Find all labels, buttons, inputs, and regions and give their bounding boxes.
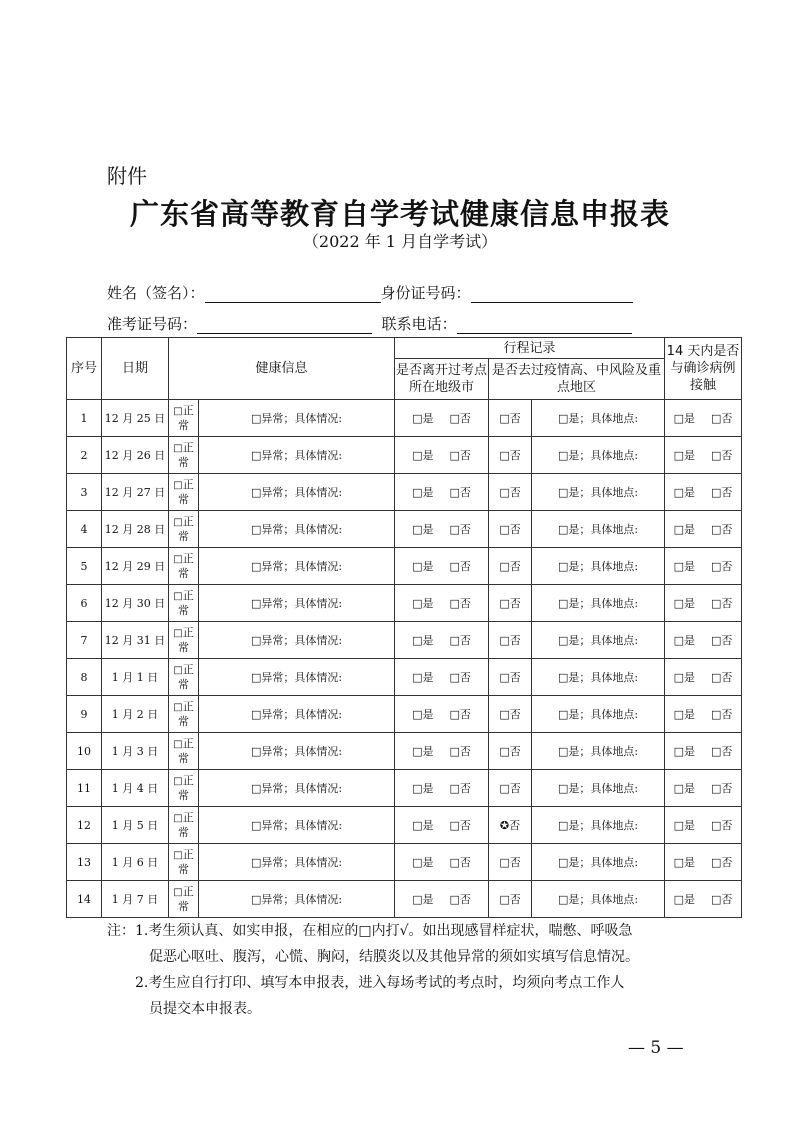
normal-label: 正常 [178, 588, 194, 617]
risk-no-option[interactable]: □否 [489, 585, 532, 622]
normal-label: 正常 [178, 884, 194, 913]
no-option[interactable]: □否 [449, 671, 471, 684]
header-contact: 14 天内是否与确诊病例接触 [665, 338, 742, 400]
normal-option[interactable] [169, 622, 199, 659]
row-date: 1 月 4 日 [102, 770, 169, 807]
row-date: 12 月 29 日 [102, 548, 169, 585]
table-row [67, 733, 742, 770]
header-date: 日期 [102, 338, 169, 400]
yes-option[interactable]: □是 [412, 745, 434, 758]
risk-no-option[interactable]: □否 [489, 770, 532, 807]
abnormal-option[interactable]: □异常；具体情况: [199, 400, 395, 437]
normal-label: 正常 [178, 736, 194, 765]
no-option[interactable]: □否 [449, 782, 471, 795]
normal-option[interactable] [169, 696, 199, 733]
row-date: 1 月 6 日 [102, 844, 169, 881]
ticket-phone-line [107, 313, 632, 334]
yes-option[interactable]: □是 [673, 893, 696, 906]
no-option[interactable]: □否 [449, 449, 471, 462]
left-city-options [395, 807, 489, 844]
yes-option[interactable]: □是 [673, 634, 696, 647]
normal-option[interactable] [169, 844, 199, 881]
row-seq: 1 [67, 400, 102, 437]
risk-no-option[interactable]: □否 [489, 511, 532, 548]
no-option[interactable]: □否 [449, 412, 471, 425]
no-option[interactable]: □否 [449, 745, 471, 758]
no-option[interactable]: □否 [449, 634, 471, 647]
no-option[interactable]: □否 [711, 671, 733, 684]
normal-label: 正常 [178, 699, 194, 728]
row-date: 12 月 28 日 [102, 511, 169, 548]
risk-location-option[interactable]: □是；具体地点: [532, 400, 665, 437]
contact-options [665, 696, 742, 733]
left-city-options [395, 622, 489, 659]
contact-options [665, 400, 742, 437]
checkbox[interactable]: □ [173, 516, 183, 528]
normal-label: 正常 [178, 662, 194, 691]
name-id-line [107, 282, 633, 303]
row-date: 1 月 1 日 [102, 659, 169, 696]
yes-option[interactable]: □是 [412, 560, 434, 573]
risk-location-option[interactable]: □是；具体地点: [532, 807, 665, 844]
yes-option[interactable]: □是 [412, 782, 434, 795]
normal-label: 正常 [178, 773, 194, 802]
left-city-options [395, 437, 489, 474]
normal-label: 正常 [178, 810, 194, 839]
row-date: 1 月 5 日 [102, 807, 169, 844]
risk-location-option[interactable]: □是；具体地点: [532, 770, 665, 807]
checkbox[interactable]: □ [173, 775, 183, 787]
abnormal-option[interactable]: □异常；具体情况: [199, 733, 395, 770]
yes-option[interactable]: □是 [673, 708, 696, 721]
risk-no-option[interactable]: □否 [489, 733, 532, 770]
note-line: 2.考生应自行打印、填写本申报表，进入每场考试的考点时，均须向考点工作人 [135, 975, 625, 991]
left-city-options [395, 659, 489, 696]
normal-option[interactable] [169, 881, 199, 918]
checkbox[interactable]: □ [173, 405, 183, 417]
note-line: 促恶心呕吐、腹泻，心慌、胸闷，结膜炎以及其他异常的须如实填写信息情况。 [149, 949, 639, 965]
yes-option[interactable]: □是 [412, 486, 434, 499]
risk-location-option[interactable]: □是；具体地点: [532, 474, 665, 511]
normal-option[interactable] [169, 400, 199, 437]
row-date: 12 月 26 日 [102, 437, 169, 474]
abnormal-option[interactable]: □异常；具体情况: [199, 548, 395, 585]
abnormal-option[interactable]: □异常；具体情况: [199, 622, 395, 659]
yes-option[interactable]: □是 [673, 671, 696, 684]
note-line: 员提交本申报表。 [149, 1001, 261, 1017]
yes-option[interactable]: □是 [673, 523, 696, 536]
row-seq: 10 [67, 733, 102, 770]
row-date: 1 月 7 日 [102, 881, 169, 918]
checkbox[interactable]: □ [173, 590, 183, 602]
checkbox[interactable]: □ [173, 553, 183, 565]
checkbox[interactable]: □ [173, 442, 183, 454]
risk-no-option[interactable]: □否 [489, 474, 532, 511]
header-travel: 行程记录 [395, 338, 665, 359]
no-option[interactable]: □否 [711, 560, 733, 573]
row-date: 12 月 25 日 [102, 400, 169, 437]
contact-options [665, 881, 742, 918]
no-option[interactable]: □否 [449, 893, 471, 906]
risk-no-option[interactable]: □否 [489, 622, 532, 659]
abnormal-option[interactable]: □异常；具体情况: [199, 659, 395, 696]
row-date: 1 月 2 日 [102, 696, 169, 733]
risk-location-option[interactable]: □是；具体地点: [532, 548, 665, 585]
contact-options [665, 622, 742, 659]
risk-no-option[interactable]: □否 [489, 437, 532, 474]
ticket-label: 准考证号码： [107, 315, 198, 333]
normal-option[interactable] [169, 511, 199, 548]
table-row [67, 807, 742, 844]
risk-no-option[interactable]: □否 [489, 400, 532, 437]
risk-location-option[interactable]: □是；具体地点: [532, 733, 665, 770]
no-option[interactable]: □否 [711, 523, 733, 536]
left-city-options [395, 733, 489, 770]
left-city-options [395, 548, 489, 585]
yes-option[interactable]: □是 [673, 486, 696, 499]
left-city-options [395, 400, 489, 437]
abnormal-option[interactable]: □异常；具体情况: [199, 474, 395, 511]
no-option[interactable]: □否 [711, 412, 733, 425]
checkbox[interactable]: □ [173, 479, 183, 491]
risk-no-option[interactable]: ✪否 [489, 807, 532, 844]
row-seq: 3 [67, 474, 102, 511]
id-label: 身份证号码： [380, 284, 471, 302]
contact-options [665, 844, 742, 881]
risk-location-option[interactable]: □是；具体地点: [532, 659, 665, 696]
normal-option[interactable] [169, 585, 199, 622]
yes-option[interactable]: □是 [673, 856, 696, 869]
normal-option[interactable] [169, 437, 199, 474]
risk-no-option[interactable]: □否 [489, 844, 532, 881]
name-blank[interactable] [205, 286, 381, 303]
header-risk-area: 是否去过疫情高、中风险及重点地区 [489, 359, 665, 400]
header-health: 健康信息 [169, 338, 395, 400]
no-option[interactable]: □否 [711, 486, 733, 499]
contact-options [665, 474, 742, 511]
yes-option[interactable]: □是 [412, 597, 434, 610]
yes-option[interactable]: □是 [412, 671, 434, 684]
ticket-blank[interactable] [197, 317, 372, 334]
contact-options [665, 437, 742, 474]
yes-option[interactable]: □是 [673, 412, 696, 425]
no-option[interactable]: □否 [711, 893, 733, 906]
row-seq: 13 [67, 844, 102, 881]
no-option[interactable]: □否 [449, 523, 471, 536]
row-seq: 14 [67, 881, 102, 918]
left-city-options [395, 844, 489, 881]
normal-label: 正常 [178, 440, 194, 469]
checkbox[interactable]: □ [173, 812, 183, 824]
no-option[interactable]: □否 [711, 745, 733, 758]
id-blank[interactable] [471, 286, 633, 303]
no-option[interactable]: □否 [711, 856, 733, 869]
row-seq: 12 [67, 807, 102, 844]
no-option[interactable]: □否 [711, 782, 733, 795]
checkbox[interactable]: □ [173, 738, 183, 750]
no-option[interactable]: □否 [711, 634, 733, 647]
yes-option[interactable]: □是 [673, 745, 696, 758]
normal-label: 正常 [178, 625, 194, 654]
yes-option[interactable]: □是 [673, 560, 696, 573]
left-city-options [395, 881, 489, 918]
risk-location-option[interactable]: □是；具体地点: [532, 696, 665, 733]
risk-location-option[interactable]: □是；具体地点: [532, 881, 665, 918]
form-subtitle: （2022 年 1 月自学考试） [302, 232, 498, 251]
contact-options [665, 511, 742, 548]
yes-option[interactable]: □是 [673, 782, 696, 795]
contact-options [665, 733, 742, 770]
header-left-city: 是否离开过考点所在地级市 [395, 359, 489, 400]
row-seq: 9 [67, 696, 102, 733]
abnormal-option[interactable]: □异常；具体情况: [199, 807, 395, 844]
row-date: 1 月 3 日 [102, 733, 169, 770]
no-option[interactable]: □否 [449, 486, 471, 499]
header-seq: 序号 [67, 338, 102, 400]
risk-no-option[interactable]: □否 [489, 659, 532, 696]
yes-option[interactable]: □是 [412, 856, 434, 869]
abnormal-option[interactable]: □异常；具体情况: [199, 770, 395, 807]
contact-options [665, 659, 742, 696]
table-row [67, 844, 742, 881]
no-option[interactable]: □否 [449, 708, 471, 721]
abnormal-option[interactable]: □异常；具体情况: [199, 585, 395, 622]
risk-location-option[interactable]: □是；具体地点: [532, 585, 665, 622]
yes-option[interactable]: □是 [412, 708, 434, 721]
contact-options [665, 585, 742, 622]
no-option[interactable]: □否 [711, 597, 733, 610]
health-declaration-table [66, 337, 742, 918]
checkbox[interactable]: □ [173, 849, 183, 861]
yes-option[interactable]: □是 [412, 634, 434, 647]
normal-label: 正常 [178, 403, 194, 432]
row-seq: 7 [67, 622, 102, 659]
phone-label: 联系电话： [381, 315, 457, 333]
contact-options [665, 807, 742, 844]
table-row [67, 400, 742, 437]
no-option[interactable]: □否 [711, 819, 733, 832]
yes-option[interactable]: □是 [412, 449, 434, 462]
normal-option[interactable] [169, 807, 199, 844]
left-city-options [395, 474, 489, 511]
table-row [67, 511, 742, 548]
row-seq: 11 [67, 770, 102, 807]
risk-location-option[interactable]: □是；具体地点: [532, 511, 665, 548]
yes-option[interactable]: □是 [673, 597, 696, 610]
risk-location-option[interactable]: □是；具体地点: [532, 844, 665, 881]
table-row [67, 881, 742, 918]
abnormal-option[interactable]: □异常；具体情况: [199, 511, 395, 548]
row-seq: 8 [67, 659, 102, 696]
row-seq: 6 [67, 585, 102, 622]
normal-option[interactable] [169, 770, 199, 807]
page-number: — 5 — [628, 1038, 684, 1058]
row-date: 12 月 30 日 [102, 585, 169, 622]
risk-no-option[interactable]: □否 [489, 881, 532, 918]
yes-option[interactable]: □是 [412, 893, 434, 906]
no-option[interactable]: □否 [449, 819, 471, 832]
checkbox[interactable]: □ [173, 627, 183, 639]
abnormal-option[interactable]: □异常；具体情况: [199, 881, 395, 918]
yes-option[interactable]: □是 [673, 819, 696, 832]
table-row [67, 474, 742, 511]
normal-option[interactable] [169, 548, 199, 585]
row-seq: 2 [67, 437, 102, 474]
form-title: 广东省高等教育自学考试健康信息申报表 [129, 197, 670, 231]
table-row [67, 659, 742, 696]
contact-options [665, 548, 742, 585]
no-option[interactable]: □否 [449, 560, 471, 573]
row-date: 12 月 31 日 [102, 622, 169, 659]
row-seq: 4 [67, 511, 102, 548]
risk-location-option[interactable]: □是；具体地点: [532, 622, 665, 659]
table-row [67, 696, 742, 733]
row-date: 12 月 27 日 [102, 474, 169, 511]
normal-label: 正常 [178, 477, 194, 506]
table-body [67, 400, 742, 918]
note-line: 注：1.考生须认真、如实申报，在相应的□内打√。如出现感冒样症状，喘憋、呼吸急 [107, 923, 633, 939]
normal-option[interactable] [169, 733, 199, 770]
normal-option[interactable] [169, 474, 199, 511]
phone-blank[interactable] [457, 317, 632, 334]
risk-location-option[interactable]: □是；具体地点: [532, 437, 665, 474]
yes-option[interactable]: □是 [673, 449, 696, 462]
no-option[interactable]: □否 [449, 856, 471, 869]
normal-label: 正常 [178, 847, 194, 876]
risk-no-option[interactable]: □否 [489, 696, 532, 733]
checkbox[interactable]: □ [173, 886, 183, 898]
checkbox[interactable]: □ [173, 664, 183, 676]
abnormal-option[interactable]: □异常；具体情况: [199, 844, 395, 881]
normal-label: 正常 [178, 551, 194, 580]
normal-option[interactable] [169, 659, 199, 696]
no-option[interactable]: □否 [711, 449, 733, 462]
table-row [67, 548, 742, 585]
left-city-options [395, 770, 489, 807]
notes-section [107, 918, 707, 1022]
left-city-options [395, 585, 489, 622]
table-row [67, 437, 742, 474]
normal-label: 正常 [178, 514, 194, 543]
yes-option[interactable]: □是 [412, 412, 434, 425]
risk-no-option[interactable]: □否 [489, 548, 532, 585]
checkbox[interactable]: □ [173, 701, 183, 713]
table-row [67, 770, 742, 807]
abnormal-option[interactable]: □异常；具体情况: [199, 696, 395, 733]
abnormal-option[interactable]: □异常；具体情况: [199, 437, 395, 474]
left-city-options [395, 696, 489, 733]
annex-label: 附件 [107, 164, 147, 188]
row-seq: 5 [67, 548, 102, 585]
table-row [67, 585, 742, 622]
yes-option[interactable]: □是 [412, 523, 434, 536]
yes-option[interactable]: □是 [412, 819, 434, 832]
no-option[interactable]: □否 [449, 597, 471, 610]
no-option[interactable]: □否 [711, 708, 733, 721]
table-row [67, 622, 742, 659]
name-label: 姓名（签名）： [107, 284, 205, 302]
contact-options [665, 770, 742, 807]
left-city-options [395, 511, 489, 548]
